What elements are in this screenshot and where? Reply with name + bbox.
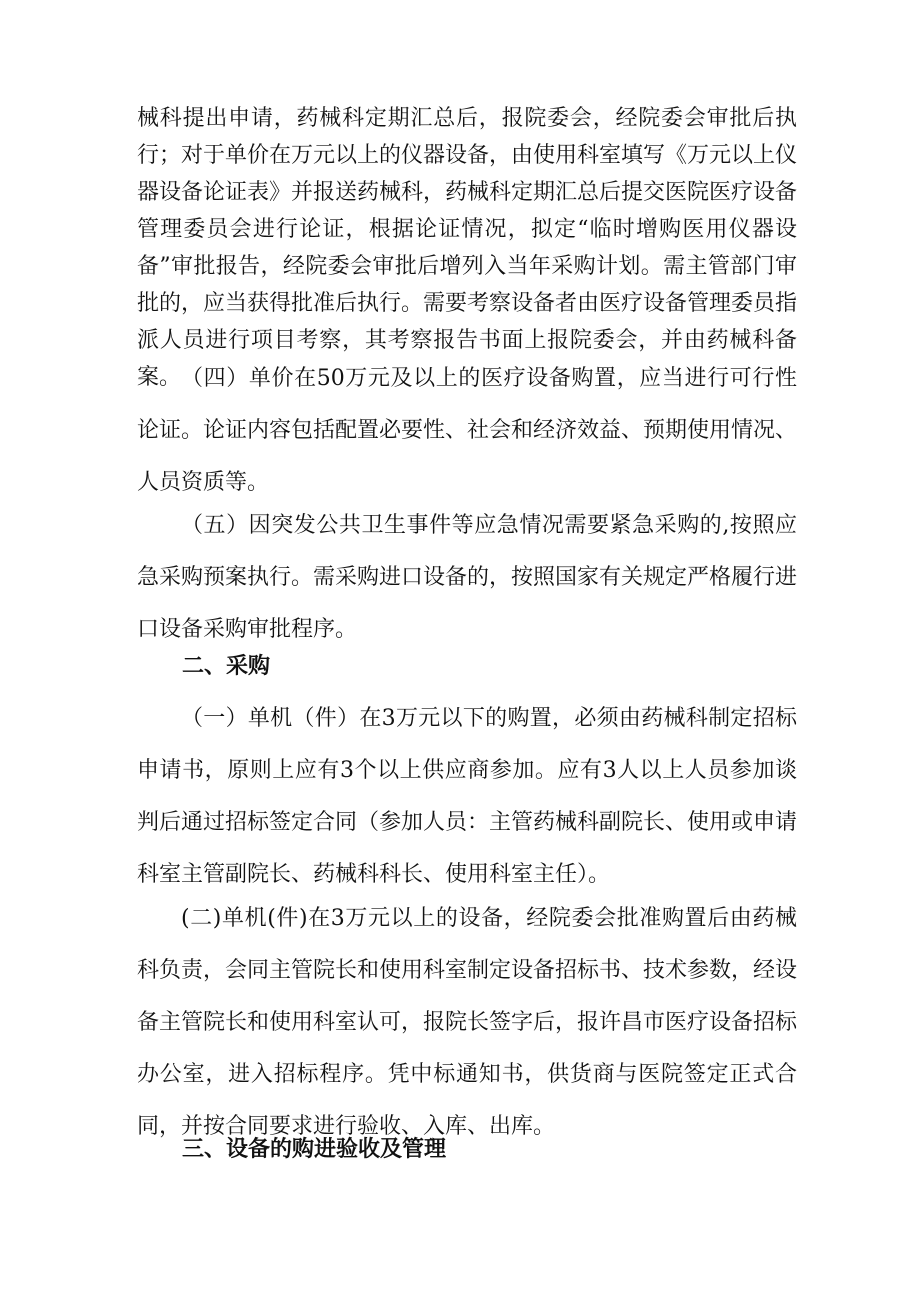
section-3-title: 三、设备的购进验收及管理 <box>182 1137 447 1162</box>
section-2-item-2-block <box>137 893 797 1153</box>
intro-paragraph: 械科提出申请，药械科定期汇总后，报院委会，经院委会审批后执行；对于单价在万元以上的仪器设备，由使用科室填写《万元以上仪器设备论证表》并报送药械科，药械科定期汇总后提交医院医疗设备管理委员会进行论证，根据论证情况，拟定“临时增购医用仪器设备”审批报告，经院委会审批后增列入当年采购计划。需主管部门审批的，应当获得批准后执行。需要考察设备者由医疗设备管理委员指派人员进行项目考察，其考察报告书面上报院委会，并由药械科备案。 <box>137 106 798 390</box>
section-2-item-1-block <box>137 693 797 901</box>
item-5-paragraph: （五）因突发公共卫生事件等应急情况需要紧急采购的,按照应急采购预案执行。需采购进口设备的，按照国家有关规定严格履行进口设备采购审批程序。 <box>137 513 798 642</box>
section-2-title: 二、采购 <box>182 654 271 679</box>
item-5-block <box>137 500 797 656</box>
section-2-item-2-paragraph: (二)单机(件)在3万元以上的设备，经院委会批准购置后由药械科负责，会同主管院长和使用科室制定设备招标书、技术参数，经设备主管院长和使用科室认可，报院长签字后，报许昌市医疗设备招标办公室，进入招标程序。凭中标通知书，供货商与医院签定正式合同，并按合同要求进行验收、入库、出库。 <box>137 906 798 1139</box>
intro-block <box>137 100 797 396</box>
item-4-block <box>137 353 797 509</box>
item-4-paragraph: （四）单价在50万元及以上的医疗设备购置，应当进行可行性论证。论证内容包括配置必要性、社会和经济效益、预期使用情况、人员资质等。 <box>137 366 798 495</box>
section-2-item-1-paragraph: （一）单机（件）在3万元以下的购置，必须由药械科制定招标申请书，原则上应有3个以上供应商参加。应有3人以上人员参加谈判后通过招标签定合同（参加人员：主管药械科副院长、使用或申请科室主管副院长、药械科科长、使用科室主任）。 <box>137 706 798 887</box>
